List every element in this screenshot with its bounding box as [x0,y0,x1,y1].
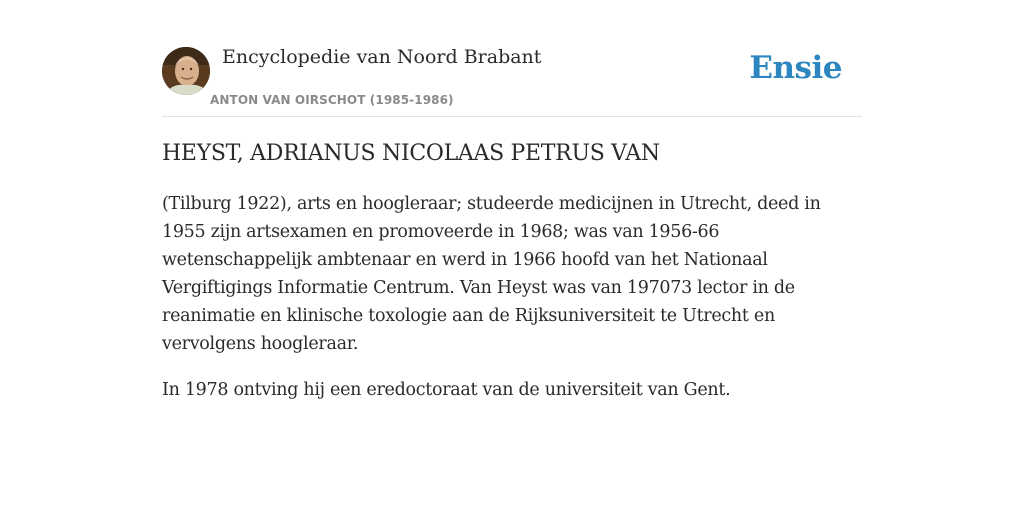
author-name[interactable]: ANTON VAN OIRSCHOT (1985-1986) [210,93,454,107]
article-paragraph: In 1978 ontving hij een eredoctoraat van de universiteit van Gent. [162,380,731,400]
article-paragraph: (Tilburg 1922), arts en hoogleraar; studeerde medicijnen in Utrecht, deed in 1955 zijn artsexamen en promoveerde in 1968; was van 1956-66 wetenschappelijk ambtenaar en werd in 1966 hoofd van het Nationaal Vergiftigings Informatie Centrum. Van Heyst was van 197073 lector in de reanimatie en klinische toxologie aan de Rijksuniversiteit te Utrecht en vervolgens hoogleraar. [162,194,821,354]
portrait-icon [162,47,210,95]
author-avatar[interactable] [162,47,210,95]
encyclopedia-title[interactable]: Encyclopedie van Noord Brabant [222,46,542,68]
ensie-logo[interactable]: Ensie [749,50,842,86]
article-title: HEYST, ADRIANUS NICOLAAS PETRUS VAN [162,141,660,166]
source-header [162,46,862,117]
article [162,136,862,422]
